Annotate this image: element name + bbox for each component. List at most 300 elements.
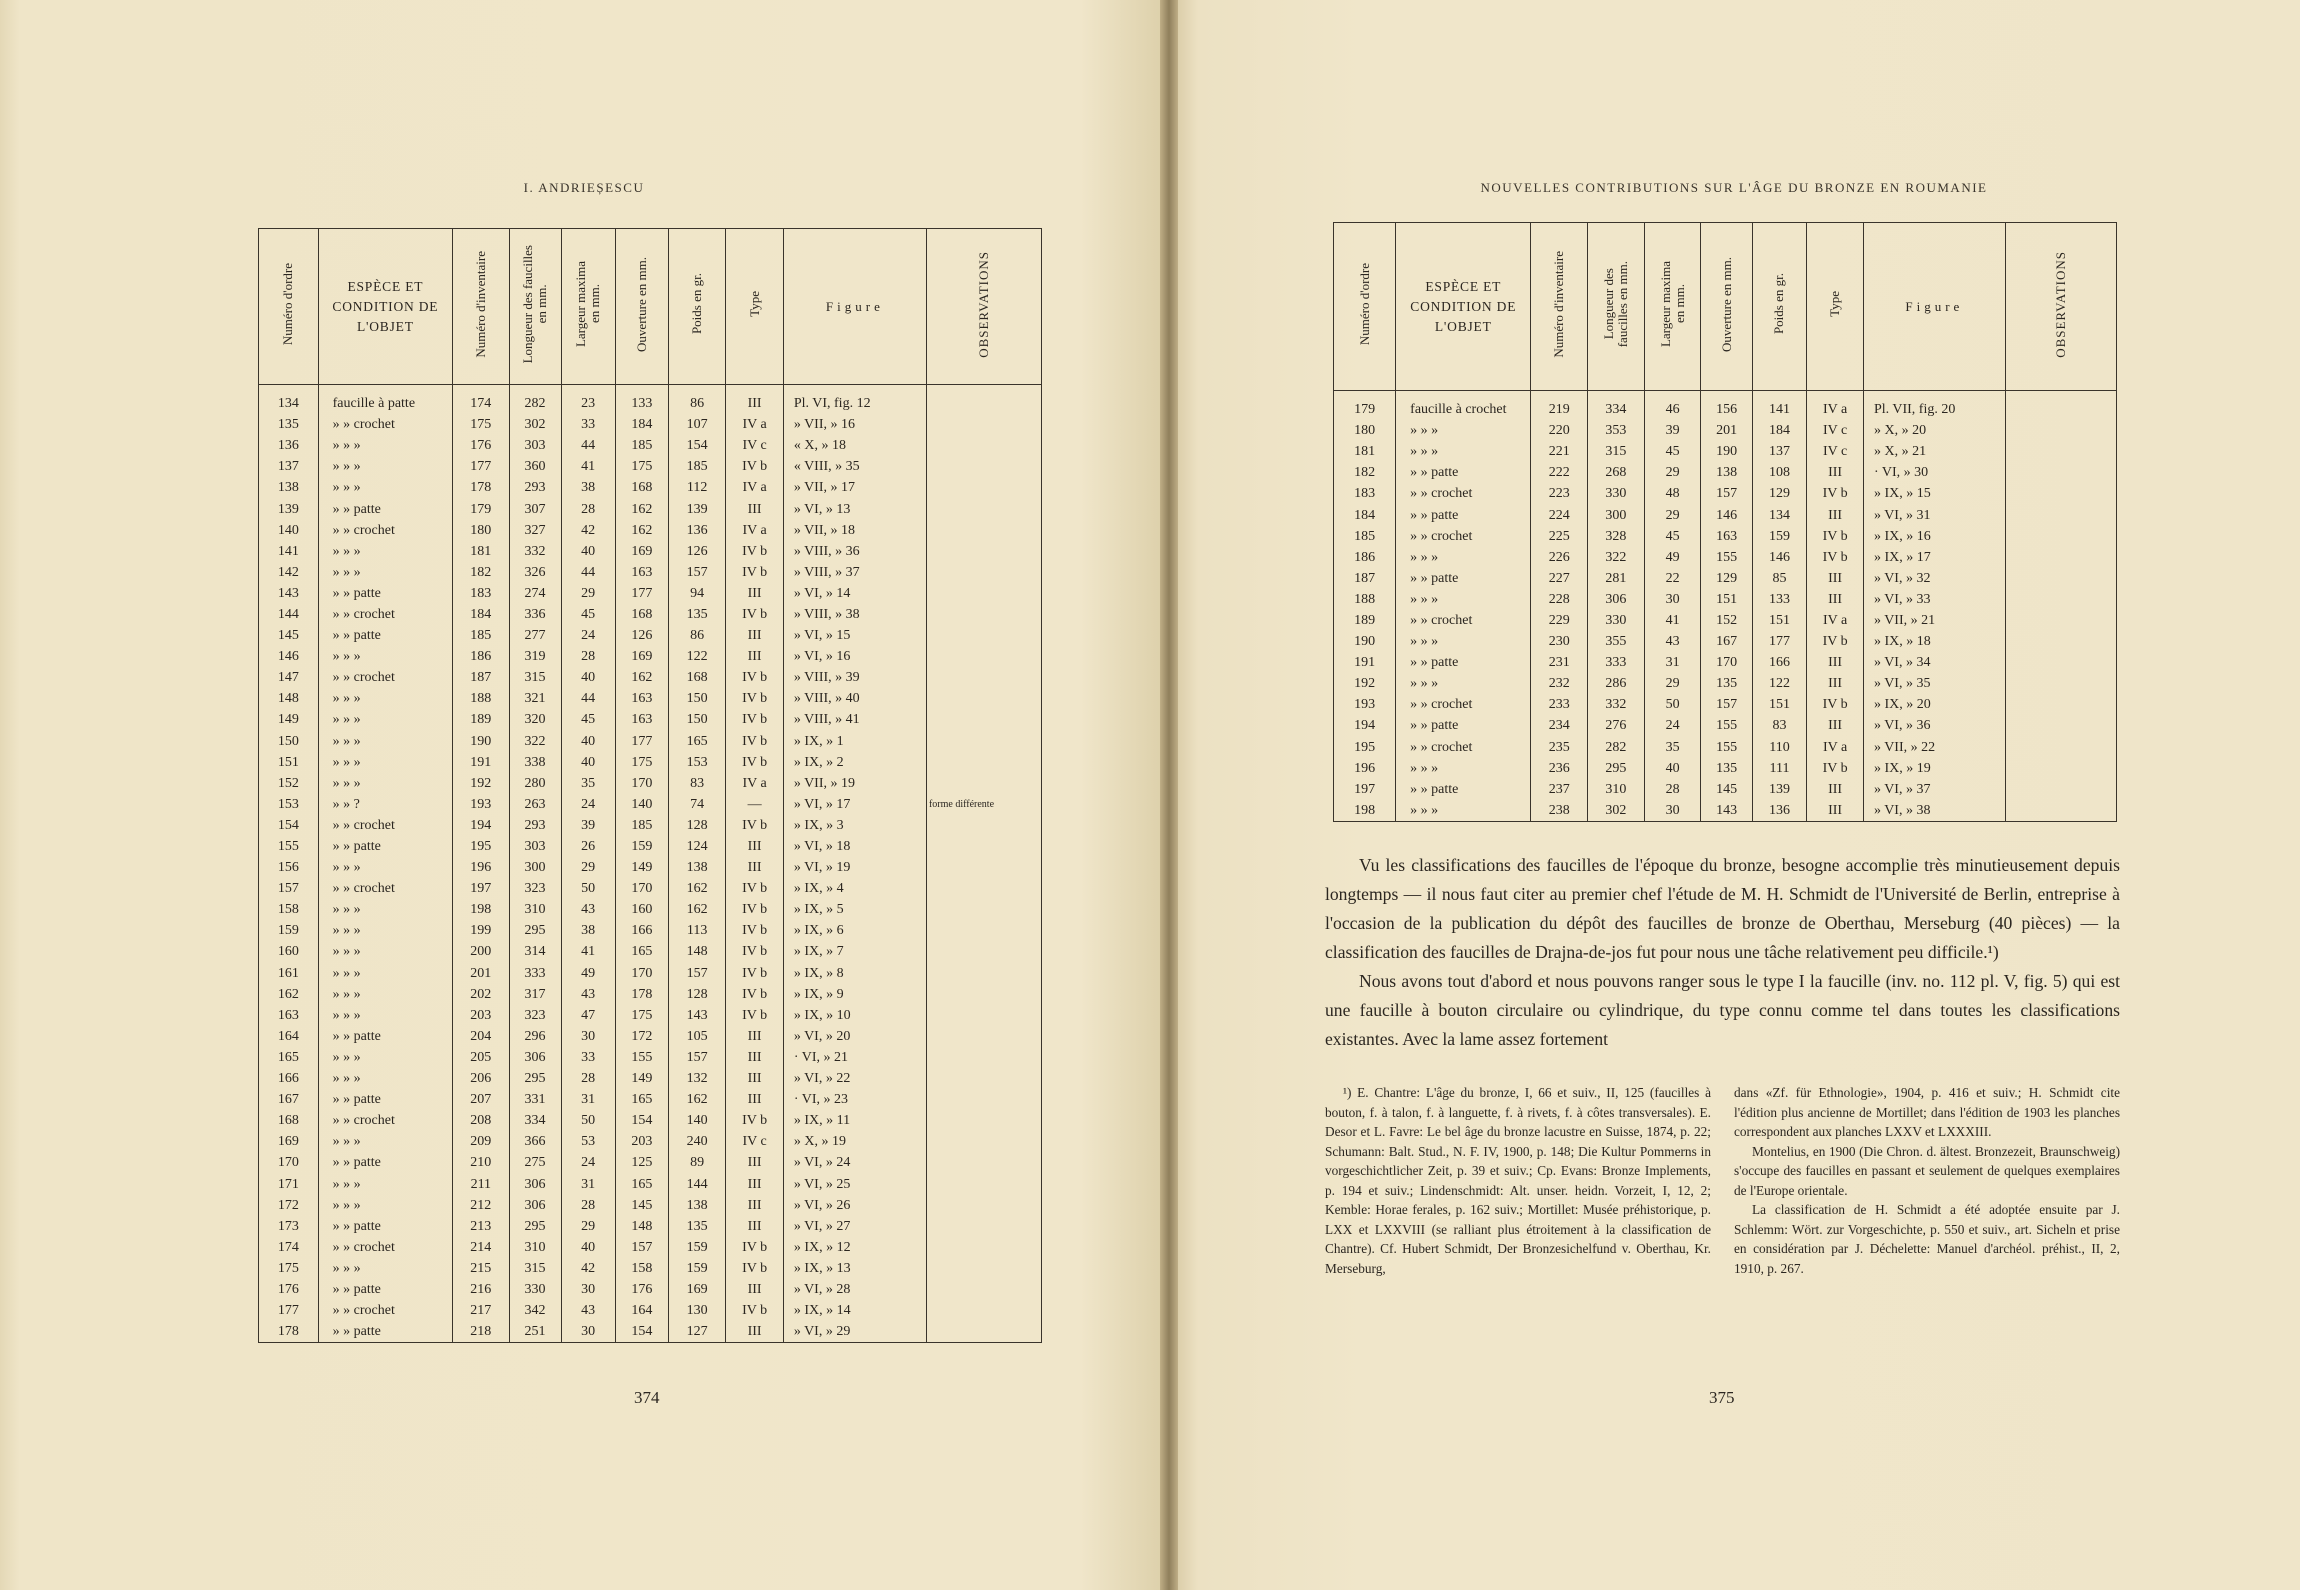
cell-length: 315 bbox=[509, 1258, 561, 1279]
cell-inventory: 236 bbox=[1531, 758, 1588, 779]
table-row bbox=[1334, 758, 2117, 779]
cell-observations bbox=[926, 1110, 1041, 1131]
cell-figure: » X, » 19 bbox=[783, 1131, 926, 1152]
cell-length: 333 bbox=[1588, 652, 1645, 673]
cell-width: 29 bbox=[561, 1216, 615, 1237]
cell-width: 24 bbox=[561, 625, 615, 646]
cell-figure: » IX, » 11 bbox=[783, 1110, 926, 1131]
table-row bbox=[259, 1131, 1042, 1152]
cell-espece: » » crochet bbox=[1396, 737, 1531, 758]
cell-type: III bbox=[726, 1216, 783, 1237]
sickles-table-left bbox=[258, 228, 1042, 1343]
cell-length: 327 bbox=[509, 520, 561, 541]
cell-inventory: 235 bbox=[1531, 737, 1588, 758]
cell-opening: 172 bbox=[615, 1026, 668, 1047]
cell-figure: » VI, » 27 bbox=[783, 1216, 926, 1237]
cell-opening: 184 bbox=[615, 414, 668, 435]
table-row bbox=[259, 1173, 1042, 1194]
cell-length: 295 bbox=[509, 1216, 561, 1237]
table-row bbox=[259, 815, 1042, 836]
table-row bbox=[259, 1237, 1042, 1258]
cell-opening: 165 bbox=[615, 1089, 668, 1110]
cell-weight: 126 bbox=[668, 541, 725, 562]
cell-type: III bbox=[726, 625, 783, 646]
cell-observations bbox=[2005, 631, 2116, 652]
cell-inventory: 231 bbox=[1531, 652, 1588, 673]
cell-type: III bbox=[1807, 504, 1864, 525]
cell-espece: » » patte bbox=[318, 1026, 452, 1047]
col-header-width: Largeur maxima en mm. bbox=[1644, 223, 1701, 391]
cell-espece: » » » bbox=[1396, 673, 1531, 694]
cell-observations bbox=[2005, 462, 2116, 483]
cell-width: 40 bbox=[561, 541, 615, 562]
cell-type: III bbox=[726, 836, 783, 857]
cell-length: 275 bbox=[509, 1152, 561, 1173]
col-header-length: Longueur des faucilles en mm. bbox=[1588, 223, 1645, 391]
cell-number: 163 bbox=[259, 1005, 319, 1026]
cell-type: III bbox=[726, 1152, 783, 1173]
col-header-number: Numéro d'ordre bbox=[1334, 223, 1396, 391]
cell-weight: 135 bbox=[668, 604, 725, 625]
cell-figure: » VII, » 22 bbox=[1863, 737, 2005, 758]
cell-opening: 185 bbox=[615, 815, 668, 836]
cell-figure: » VI, » 14 bbox=[783, 583, 926, 604]
cell-length: 306 bbox=[509, 1047, 561, 1068]
table-row bbox=[259, 794, 1042, 815]
cell-espece: » » patte bbox=[1396, 715, 1531, 736]
cell-opening: 126 bbox=[615, 625, 668, 646]
cell-inventory: 208 bbox=[453, 1110, 509, 1131]
cell-opening: 135 bbox=[1701, 758, 1752, 779]
cell-length: 263 bbox=[509, 794, 561, 815]
cell-opening: 138 bbox=[1701, 462, 1752, 483]
cell-length: 293 bbox=[509, 477, 561, 498]
cell-opening: 203 bbox=[615, 1131, 668, 1152]
col-header-espece: ESPÈCE ET CONDITION DE L'OBJET bbox=[1396, 223, 1531, 391]
cell-weight: 86 bbox=[668, 385, 725, 415]
cell-number: 166 bbox=[259, 1068, 319, 1089]
cell-observations bbox=[926, 385, 1041, 415]
cell-inventory: 232 bbox=[1531, 673, 1588, 694]
table-row bbox=[259, 773, 1042, 794]
cell-inventory: 195 bbox=[453, 836, 509, 857]
cell-opening: 163 bbox=[1701, 526, 1752, 547]
cell-opening: 170 bbox=[1701, 652, 1752, 673]
cell-number: 187 bbox=[1334, 568, 1396, 589]
cell-width: 39 bbox=[561, 815, 615, 836]
cell-width: 23 bbox=[561, 385, 615, 415]
cell-observations bbox=[2005, 610, 2116, 631]
cell-type: III bbox=[1807, 800, 1864, 822]
table-row bbox=[259, 385, 1042, 415]
cell-figure: » IX, » 4 bbox=[783, 878, 926, 899]
cell-width: 44 bbox=[561, 435, 615, 456]
cell-number: 164 bbox=[259, 1026, 319, 1047]
cell-length: 300 bbox=[1588, 504, 1645, 525]
cell-number: 140 bbox=[259, 520, 319, 541]
cell-type: III bbox=[726, 498, 783, 519]
cell-inventory: 201 bbox=[453, 963, 509, 984]
cell-espece: » » » bbox=[1396, 800, 1531, 822]
cell-number: 150 bbox=[259, 731, 319, 752]
cell-number: 172 bbox=[259, 1195, 319, 1216]
running-head-right: NOUVELLES CONTRIBUTIONS SUR L'ÂGE DU BRONZE EN ROUMANIE bbox=[1480, 180, 1988, 195]
table-row bbox=[259, 1195, 1042, 1216]
cell-weight: 157 bbox=[668, 963, 725, 984]
cell-weight: 165 bbox=[668, 731, 725, 752]
cell-figure: Pl. VII, fig. 20 bbox=[1863, 391, 2005, 421]
cell-type: III bbox=[1807, 462, 1864, 483]
cell-weight: 150 bbox=[668, 688, 725, 709]
table-row bbox=[259, 1047, 1042, 1068]
cell-width: 50 bbox=[561, 878, 615, 899]
cell-observations bbox=[926, 456, 1041, 477]
cell-weight: 111 bbox=[1752, 758, 1807, 779]
cell-number: 148 bbox=[259, 688, 319, 709]
cell-width: 33 bbox=[561, 1047, 615, 1068]
cell-observations bbox=[926, 414, 1041, 435]
cell-width: 31 bbox=[561, 1173, 615, 1194]
cell-width: 41 bbox=[1644, 610, 1701, 631]
cell-number: 175 bbox=[259, 1258, 319, 1279]
book-gutter bbox=[1160, 0, 1178, 1590]
table-row bbox=[259, 941, 1042, 962]
cell-inventory: 238 bbox=[1531, 800, 1588, 822]
cell-figure: » VI, » 29 bbox=[783, 1321, 926, 1343]
cell-opening: 156 bbox=[1701, 391, 1752, 421]
cell-opening: 155 bbox=[615, 1047, 668, 1068]
cell-inventory: 224 bbox=[1531, 504, 1588, 525]
cell-weight: 159 bbox=[668, 1258, 725, 1279]
cell-opening: 190 bbox=[1701, 441, 1752, 462]
cell-observations bbox=[926, 773, 1041, 794]
cell-opening: 185 bbox=[615, 435, 668, 456]
cell-espece: » » » bbox=[318, 963, 452, 984]
cell-figure: » VI, » 24 bbox=[783, 1152, 926, 1173]
cell-number: 189 bbox=[1334, 610, 1396, 631]
cell-number: 186 bbox=[1334, 547, 1396, 568]
col-header-inventory: Numéro d'inventaire bbox=[453, 229, 509, 385]
cell-figure: » VI, » 37 bbox=[1863, 779, 2005, 800]
cell-inventory: 187 bbox=[453, 667, 509, 688]
cell-length: 276 bbox=[1588, 715, 1645, 736]
cell-length: 322 bbox=[1588, 547, 1645, 568]
cell-width: 30 bbox=[561, 1321, 615, 1343]
cell-observations bbox=[926, 878, 1041, 899]
table-row bbox=[1334, 610, 2117, 631]
col-header-width: Largeur maxima en mm. bbox=[561, 229, 615, 385]
cell-observations bbox=[2005, 420, 2116, 441]
cell-type: III bbox=[726, 1173, 783, 1194]
cell-figure: « X, » 18 bbox=[783, 435, 926, 456]
cell-length: 307 bbox=[509, 498, 561, 519]
cell-figure: » VIII, » 36 bbox=[783, 541, 926, 562]
cell-width: 31 bbox=[561, 1089, 615, 1110]
cell-number: 151 bbox=[259, 752, 319, 773]
running-head-left: I. ANDRIEȘESCU bbox=[523, 180, 645, 195]
cell-figure: » VIII, » 38 bbox=[783, 604, 926, 625]
cell-weight: 168 bbox=[668, 667, 725, 688]
cell-figure: » IX, » 19 bbox=[1863, 758, 2005, 779]
cell-opening: 151 bbox=[1701, 589, 1752, 610]
table-row bbox=[259, 1089, 1042, 1110]
cell-width: 40 bbox=[561, 752, 615, 773]
cell-weight: 130 bbox=[668, 1300, 725, 1321]
cell-width: 41 bbox=[561, 941, 615, 962]
cell-figure: » IX, » 3 bbox=[783, 815, 926, 836]
table-row bbox=[259, 456, 1042, 477]
body-paragraph: Vu les classifications des faucilles de l'époque du bronze, besogne accomplie très minutieusement depuis longtemps — il nous faut citer au premier chef l'étude de M. H. Schmidt de l'Université de Berlin, entreprise à l'occasion de la publication du dépôt des faucilles de bronze de Oberthau, Merseburg (40 pièces) — la classification des faucilles de Drajna-de-jos fut pour nous une tâche relativement peu difficile.¹) bbox=[1325, 855, 2120, 962]
cell-length: 314 bbox=[509, 941, 561, 962]
cell-figure: » IX, » 20 bbox=[1863, 694, 2005, 715]
cell-weight: 89 bbox=[668, 1152, 725, 1173]
table-row bbox=[259, 984, 1042, 1005]
cell-espece: » » patte bbox=[1396, 652, 1531, 673]
cell-length: 320 bbox=[509, 709, 561, 730]
cell-weight: 108 bbox=[1752, 462, 1807, 483]
cell-espece: » » » bbox=[1396, 441, 1531, 462]
cell-opening: 143 bbox=[1701, 800, 1752, 822]
cell-length: 323 bbox=[509, 1005, 561, 1026]
cell-number: 158 bbox=[259, 899, 319, 920]
cell-length: 310 bbox=[509, 899, 561, 920]
cell-weight: 140 bbox=[668, 1110, 725, 1131]
cell-inventory: 196 bbox=[453, 857, 509, 878]
cell-figure: » X, » 20 bbox=[1863, 420, 2005, 441]
footnote-paragraph: La classification de H. Schmidt a été adoptée ensuite par J. Schlemm: Wört. zur Vorgeschichte, p. 550 et suiv., art. Sicheln et prise en considération par J. Déchelette: Manuel d'archéol. préhist., II, 2, 1910, p. 267. bbox=[1734, 1202, 2120, 1276]
cell-figure: » IX, » 8 bbox=[783, 963, 926, 984]
table-row bbox=[1334, 462, 2117, 483]
cell-espece: » » » bbox=[318, 646, 452, 667]
cell-number: 145 bbox=[259, 625, 319, 646]
cell-type: IV c bbox=[1807, 441, 1864, 462]
table-row bbox=[259, 1152, 1042, 1173]
cell-opening: 170 bbox=[615, 963, 668, 984]
cell-observations bbox=[2005, 715, 2116, 736]
cell-observations bbox=[2005, 441, 2116, 462]
cell-type: IV a bbox=[1807, 610, 1864, 631]
cell-weight: 138 bbox=[668, 1195, 725, 1216]
table-row bbox=[259, 1005, 1042, 1026]
table-row bbox=[1334, 652, 2117, 673]
cell-espece: » » » bbox=[318, 984, 452, 1005]
cell-length: 353 bbox=[1588, 420, 1645, 441]
cell-number: 168 bbox=[259, 1110, 319, 1131]
cell-figure: » VII, » 18 bbox=[783, 520, 926, 541]
cell-type: IV c bbox=[1807, 420, 1864, 441]
cell-espece: » » » bbox=[318, 941, 452, 962]
cell-espece: » » » bbox=[318, 920, 452, 941]
cell-observations bbox=[926, 1089, 1041, 1110]
cell-figure: » VI, » 31 bbox=[1863, 504, 2005, 525]
cell-width: 50 bbox=[1644, 694, 1701, 715]
cell-figure: · VI, » 23 bbox=[783, 1089, 926, 1110]
col-header-espece: ESPÈCE ET CONDITION DE L'OBJET bbox=[318, 229, 452, 385]
cell-width: 44 bbox=[561, 688, 615, 709]
cell-number: 149 bbox=[259, 709, 319, 730]
cell-opening: 155 bbox=[1701, 737, 1752, 758]
cell-inventory: 215 bbox=[453, 1258, 509, 1279]
cell-inventory: 233 bbox=[1531, 694, 1588, 715]
cell-figure: · VI, » 21 bbox=[783, 1047, 926, 1068]
cell-type: III bbox=[726, 1047, 783, 1068]
col-header-number: Numéro d'ordre bbox=[259, 229, 319, 385]
cell-length: 268 bbox=[1588, 462, 1645, 483]
cell-width: 43 bbox=[561, 899, 615, 920]
cell-number: 194 bbox=[1334, 715, 1396, 736]
cell-weight: 128 bbox=[668, 815, 725, 836]
cell-type: IV a bbox=[726, 520, 783, 541]
cell-width: 45 bbox=[1644, 441, 1701, 462]
cell-espece: » » patte bbox=[318, 1279, 452, 1300]
cell-figure: » VI, » 35 bbox=[1863, 673, 2005, 694]
cell-width: 48 bbox=[1644, 483, 1701, 504]
table-row bbox=[259, 583, 1042, 604]
cell-weight: 134 bbox=[1752, 504, 1807, 525]
table-row bbox=[1334, 568, 2117, 589]
cell-number: 138 bbox=[259, 477, 319, 498]
table-row bbox=[1334, 779, 2117, 800]
cell-espece: faucille à patte bbox=[318, 385, 452, 415]
cell-weight: 135 bbox=[668, 1216, 725, 1237]
cell-inventory: 220 bbox=[1531, 420, 1588, 441]
cell-inventory: 180 bbox=[453, 520, 509, 541]
cell-weight: 122 bbox=[1752, 673, 1807, 694]
cell-weight: 162 bbox=[668, 878, 725, 899]
cell-weight: 169 bbox=[668, 1279, 725, 1300]
cell-weight: 151 bbox=[1752, 694, 1807, 715]
cell-weight: 94 bbox=[668, 583, 725, 604]
cell-observations bbox=[926, 498, 1041, 519]
cell-inventory: 213 bbox=[453, 1216, 509, 1237]
cell-length: 300 bbox=[509, 857, 561, 878]
page-number-right: 375 bbox=[1709, 1388, 1735, 1407]
cell-type: III bbox=[1807, 715, 1864, 736]
cell-number: 165 bbox=[259, 1047, 319, 1068]
cell-espece: » » » bbox=[318, 1005, 452, 1026]
cell-number: 197 bbox=[1334, 779, 1396, 800]
cell-inventory: 185 bbox=[453, 625, 509, 646]
cell-observations bbox=[926, 857, 1041, 878]
cell-figure: » VII, » 21 bbox=[1863, 610, 2005, 631]
cell-length: 295 bbox=[509, 1068, 561, 1089]
cell-inventory: 183 bbox=[453, 583, 509, 604]
cell-inventory: 198 bbox=[453, 899, 509, 920]
cell-type: IV b bbox=[726, 456, 783, 477]
footnote-paragraph: dans «Zf. für Ethnologie», 1904, p. 416 et suiv.; H. Schmidt cite l'édition plus ancienne de Mortillet; dans l'édition de 1903 les planches correspondent aux planches LXXV et LXXXIII. bbox=[1734, 1085, 2120, 1139]
cell-espece: » » » bbox=[318, 1131, 452, 1152]
cell-number: 193 bbox=[1334, 694, 1396, 715]
cell-type: IV b bbox=[726, 604, 783, 625]
cell-length: 360 bbox=[509, 456, 561, 477]
cell-espece: » » » bbox=[1396, 547, 1531, 568]
cell-type: III bbox=[726, 1195, 783, 1216]
table-header-row bbox=[1334, 223, 2117, 391]
cell-observations bbox=[926, 520, 1041, 541]
cell-inventory: 189 bbox=[453, 709, 509, 730]
cell-espece: » » crochet bbox=[318, 604, 452, 625]
cell-figure: » VI, » 28 bbox=[783, 1279, 926, 1300]
cell-length: 306 bbox=[509, 1195, 561, 1216]
cell-number: 173 bbox=[259, 1216, 319, 1237]
cell-inventory: 175 bbox=[453, 414, 509, 435]
cell-inventory: 192 bbox=[453, 773, 509, 794]
cell-inventory: 228 bbox=[1531, 589, 1588, 610]
cell-opening: 135 bbox=[1701, 673, 1752, 694]
cell-type: IV a bbox=[1807, 391, 1864, 421]
table-row bbox=[259, 1068, 1042, 1089]
cell-type: IV b bbox=[726, 667, 783, 688]
cell-figure: » VIII, » 40 bbox=[783, 688, 926, 709]
cell-inventory: 176 bbox=[453, 435, 509, 456]
cell-length: 342 bbox=[509, 1300, 561, 1321]
cell-number: 188 bbox=[1334, 589, 1396, 610]
cell-weight: 128 bbox=[668, 984, 725, 1005]
cell-type: IV a bbox=[1807, 737, 1864, 758]
cell-inventory: 212 bbox=[453, 1195, 509, 1216]
cell-espece: » » » bbox=[318, 752, 452, 773]
cell-espece: » » crochet bbox=[318, 1300, 452, 1321]
cell-number: 185 bbox=[1334, 526, 1396, 547]
cell-width: 40 bbox=[1644, 758, 1701, 779]
cell-length: 315 bbox=[1588, 441, 1645, 462]
cell-observations bbox=[2005, 504, 2116, 525]
cell-figure: » VI, » 26 bbox=[783, 1195, 926, 1216]
cell-number: 167 bbox=[259, 1089, 319, 1110]
cell-weight: 159 bbox=[1752, 526, 1807, 547]
cell-length: 282 bbox=[1588, 737, 1645, 758]
cell-observations bbox=[2005, 694, 2116, 715]
cell-width: 35 bbox=[561, 773, 615, 794]
cell-weight: 85 bbox=[1752, 568, 1807, 589]
cell-figure: » IX, » 14 bbox=[783, 1300, 926, 1321]
cell-opening: 176 bbox=[615, 1279, 668, 1300]
cell-inventory: 209 bbox=[453, 1131, 509, 1152]
cell-length: 302 bbox=[1588, 800, 1645, 822]
table-row bbox=[1334, 391, 2117, 421]
cell-opening: 145 bbox=[615, 1195, 668, 1216]
cell-figure: » VII, » 17 bbox=[783, 477, 926, 498]
cell-opening: 201 bbox=[1701, 420, 1752, 441]
cell-type: III bbox=[726, 1321, 783, 1343]
cell-inventory: 194 bbox=[453, 815, 509, 836]
cell-weight: 185 bbox=[668, 456, 725, 477]
cell-weight: 74 bbox=[668, 794, 725, 815]
cell-type: III bbox=[1807, 673, 1864, 694]
cell-width: 42 bbox=[561, 520, 615, 541]
cell-length: 303 bbox=[509, 435, 561, 456]
cell-observations bbox=[926, 1195, 1041, 1216]
cell-figure: » VI, » 16 bbox=[783, 646, 926, 667]
cell-width: 49 bbox=[1644, 547, 1701, 568]
cell-figure: » VI, » 22 bbox=[783, 1068, 926, 1089]
cell-espece: » » » bbox=[318, 899, 452, 920]
cell-number: 192 bbox=[1334, 673, 1396, 694]
cell-type: IV b bbox=[726, 562, 783, 583]
cell-opening: 149 bbox=[615, 857, 668, 878]
cell-opening: 170 bbox=[615, 878, 668, 899]
cell-opening: 157 bbox=[615, 1237, 668, 1258]
cell-length: 306 bbox=[1588, 589, 1645, 610]
cell-opening: 159 bbox=[615, 836, 668, 857]
cell-weight: 240 bbox=[668, 1131, 725, 1152]
cell-observations bbox=[926, 604, 1041, 625]
cell-type: IV b bbox=[726, 731, 783, 752]
cell-inventory: 177 bbox=[453, 456, 509, 477]
table-row bbox=[259, 1321, 1042, 1343]
cell-number: 180 bbox=[1334, 420, 1396, 441]
cell-width: 26 bbox=[561, 836, 615, 857]
